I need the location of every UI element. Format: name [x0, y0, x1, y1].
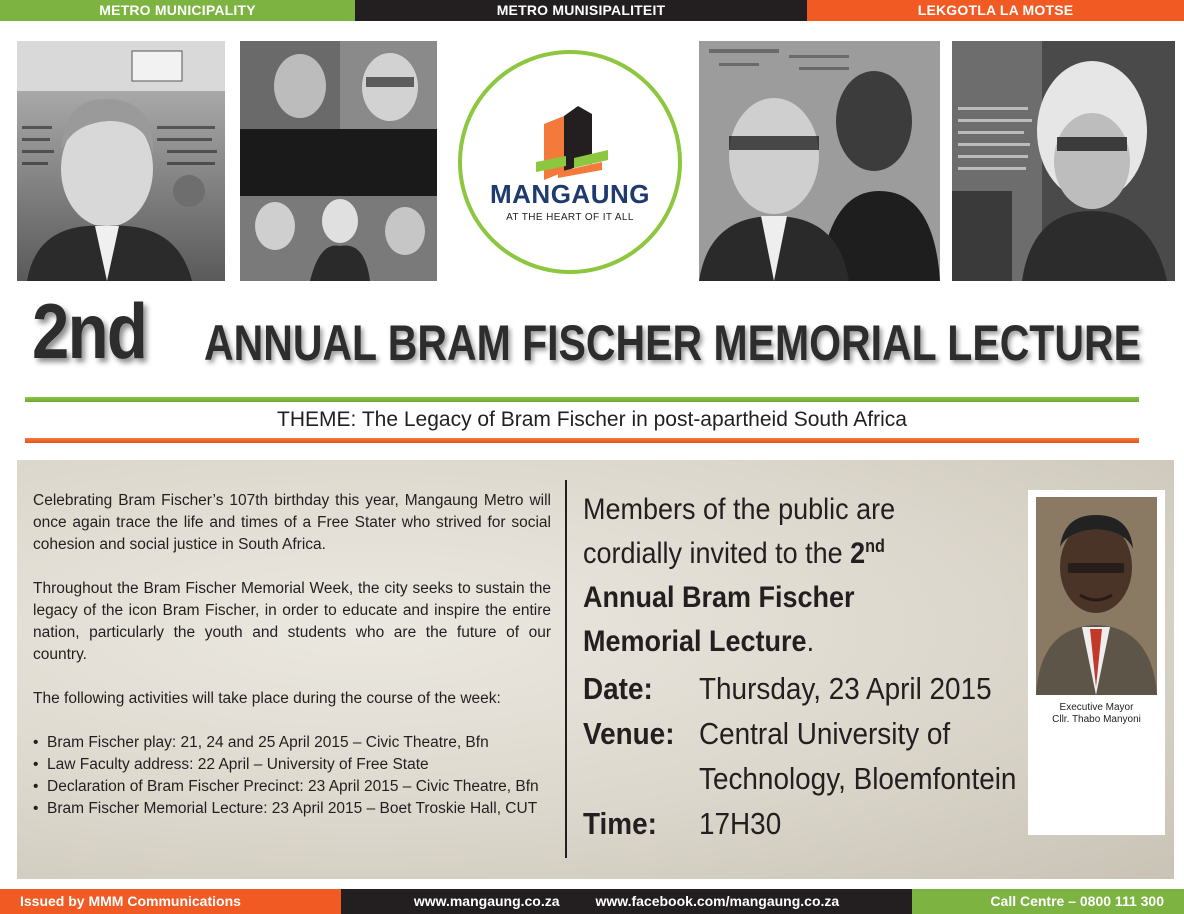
book-cover-life-of-bram-fischer — [240, 41, 437, 281]
paragraph-activities-intro: The following activities will take place during the course of the week: — [33, 690, 501, 707]
top-bar-english: METRO MUNICIPALITY — [0, 0, 355, 21]
date-value: Thursday, 23 April 2015 — [699, 671, 992, 706]
time-value: 17H30 — [699, 806, 782, 841]
venue-label: Venue: — [583, 716, 675, 751]
list-item: • Bram Fischer Memorial Lecture: 23 April 2015 – Boet Troskie Hall, CUT — [33, 798, 551, 820]
facebook-link[interactable]: www.facebook.com/mangaung.co.za — [595, 893, 840, 909]
photo-fischer-in-court-wig — [952, 41, 1175, 281]
list-item: • Declaration of Bram Fischer Precinct: 23 April 2015 – Civic Theatre, Bfn — [33, 776, 551, 798]
event-description — [33, 490, 551, 820]
lecture-ordinal: 2nd — [32, 287, 147, 375]
green-divider — [25, 397, 1139, 402]
invitation-text: Members of the public are cordially invited to the — [583, 493, 896, 570]
time-label: Time: — [583, 806, 657, 841]
footer-bar — [0, 889, 1184, 914]
mayor-title: Executive Mayor — [1059, 702, 1134, 713]
lecture-title: ANNUAL BRAM FISCHER MEMORIAL LECTURE — [204, 315, 1141, 371]
logo-tagline: AT THE HEART OF IT ALL — [506, 212, 634, 223]
mayor-name: Cllr. Thabo Manyoni — [1052, 714, 1141, 725]
invitation-ordinal-number: 2 — [850, 537, 866, 570]
mangaung-logo-mark — [462, 54, 678, 270]
logo-wordmark: MANGAUNG — [490, 179, 650, 209]
panel-divider — [565, 480, 567, 858]
invitation-ordinal-suffix: nd — [865, 536, 885, 556]
invitation-event-name: Annual Bram Fischer Memorial Lecture — [583, 581, 855, 658]
top-bar — [0, 0, 1184, 21]
photo-fischer-and-mandela — [699, 41, 940, 281]
photo-young-bram-fischer — [17, 41, 225, 281]
mayor-portrait — [1036, 497, 1157, 695]
footer-links — [341, 889, 912, 914]
invitation-end: . — [806, 625, 815, 658]
paragraph-memorial-week: Throughout the Bram Fischer Memorial Week, the city seeks to sustain the legacy of the icon Bram Fischer, in order to educate and inspire the entire nation, particularly the youth and students who are the future of our country. — [33, 580, 551, 663]
lecture-theme: THEME: The Legacy of Bram Fischer in post-apartheid South Africa — [277, 408, 907, 431]
top-bar-sesotho: LEKGOTLA LA MOTSE — [807, 0, 1184, 21]
event-details — [583, 666, 1059, 846]
call-centre: Call Centre – 0800 111 300 — [912, 889, 1184, 914]
paragraph-birthday: Celebrating Bram Fischer’s 107th birthday this year, Mangaung Metro will once again trace the life and times of a Free Stater who strived for social cohesion and social justice in South Africa. — [33, 492, 551, 553]
top-bar-afrikaans: METRO MUNISIPALITEIT — [355, 0, 807, 21]
mangaung-logo — [458, 50, 682, 274]
issued-by: Issued by MMM Communications — [0, 889, 341, 914]
date-label: Date: — [583, 671, 653, 706]
list-item: • Law Faculty address: 22 April – University of Free State — [33, 754, 551, 776]
activities-list — [33, 732, 551, 820]
website-link[interactable]: www.mangaung.co.za — [413, 893, 560, 909]
list-item: • Bram Fischer play: 21, 24 and 25 April 2015 – Civic Theatre, Bfn — [33, 732, 551, 754]
mayor-caption — [1028, 702, 1165, 726]
orange-divider — [25, 438, 1139, 443]
venue-value-line1: Central University of — [699, 716, 951, 751]
public-invitation — [583, 488, 979, 664]
venue-value-line2: Technology, Bloemfontein — [699, 761, 1017, 796]
